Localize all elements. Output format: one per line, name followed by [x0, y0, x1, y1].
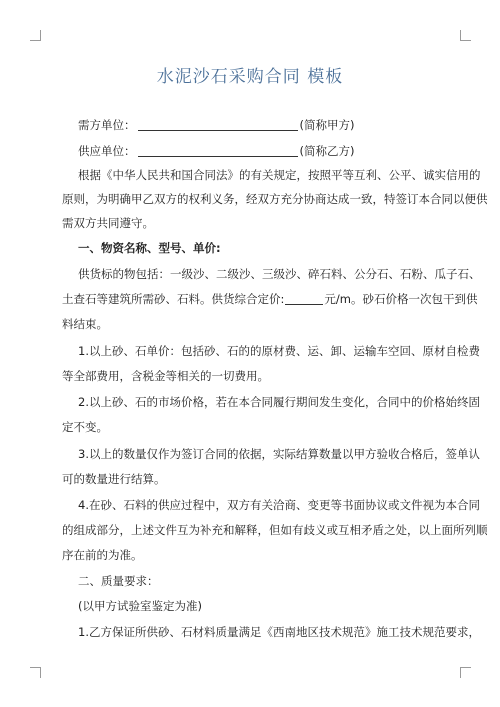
item-line: 定不变。: [62, 420, 108, 434]
item-line: 2.以上砂、石的市场价格，若在本合同履行期间发生变化，合同中的价格始终固: [78, 395, 480, 409]
item-line: 1.乙方保证所供砂、石材料质量满足《西南地区技术规范》施工技术规范要求，: [78, 625, 480, 639]
price-unit-text: 元/m。砂石价格一次包干到供: [324, 292, 478, 306]
supplier-blank: [138, 144, 298, 157]
item-line: 3.以上的数量仅作为签订合同的依据，实际结算数量以甲方验收合格后，签单认: [78, 447, 480, 461]
buyer-blank: [138, 118, 298, 131]
paragraph-line: 需双方共同遵守。: [62, 216, 154, 230]
crop-mark-bottom-left: [30, 667, 41, 678]
buyer-note: (简称甲方): [299, 118, 355, 132]
paragraph-line: 料结束。: [62, 317, 108, 331]
paragraph-line: 供货标的物包括：一级沙、二级沙、三级沙、碎石料、公分石、石粉、瓜子石、: [78, 267, 481, 281]
document-title: 水泥沙石采购合同 模板: [156, 67, 344, 87]
crop-mark-top-left: [30, 30, 41, 41]
supplier-label: 供应单位：: [78, 144, 136, 158]
supplier-field-row: [78, 143, 458, 159]
supplier-note: (简称乙方): [299, 144, 355, 158]
section-note: (以甲方试验室鉴定为准): [78, 599, 202, 613]
price-blank: [285, 292, 323, 305]
item-line: 可的数量进行结算。: [62, 472, 166, 486]
price-label: 土查石等建筑所需砂、石料。供货综合定价:: [62, 292, 285, 306]
buyer-label: 需方单位：: [78, 118, 136, 132]
item-line: 序在前的为准。: [62, 548, 143, 562]
item-line: 的组成部分，上述文件互为补充和解释，但如有歧义或互相矛盾之处，以上面所列顺: [62, 523, 488, 537]
section-heading: 二、质量要求：: [78, 574, 159, 588]
paragraph-line: 根据《中华人民共和国合同法》的有关规定，按照平等互利、公平、诚实信用的: [78, 168, 481, 182]
crop-mark-top-right: [460, 30, 471, 41]
paragraph-line-with-blank: [62, 291, 478, 307]
crop-mark-bottom-right: [460, 667, 471, 678]
buyer-field-row: [78, 117, 458, 133]
paragraph-line: 原则，为明确甲乙双方的权利义务，经双方充分协商达成一致，特签订本合同以便供: [62, 192, 488, 206]
item-line: 1.以上砂、石单价：包括砂、石的的原材费、运、卸、运输车空回、原材自检费: [78, 344, 480, 358]
item-line: 4.在砂、石料的供应过程中，双方有关洽商、变更等书面协议或文件视为本合同: [78, 498, 480, 512]
item-line: 等全部费用，含税金等相关的一切费用。: [62, 369, 269, 383]
section-heading: 一、物资名称、型号、单价:: [78, 241, 221, 255]
